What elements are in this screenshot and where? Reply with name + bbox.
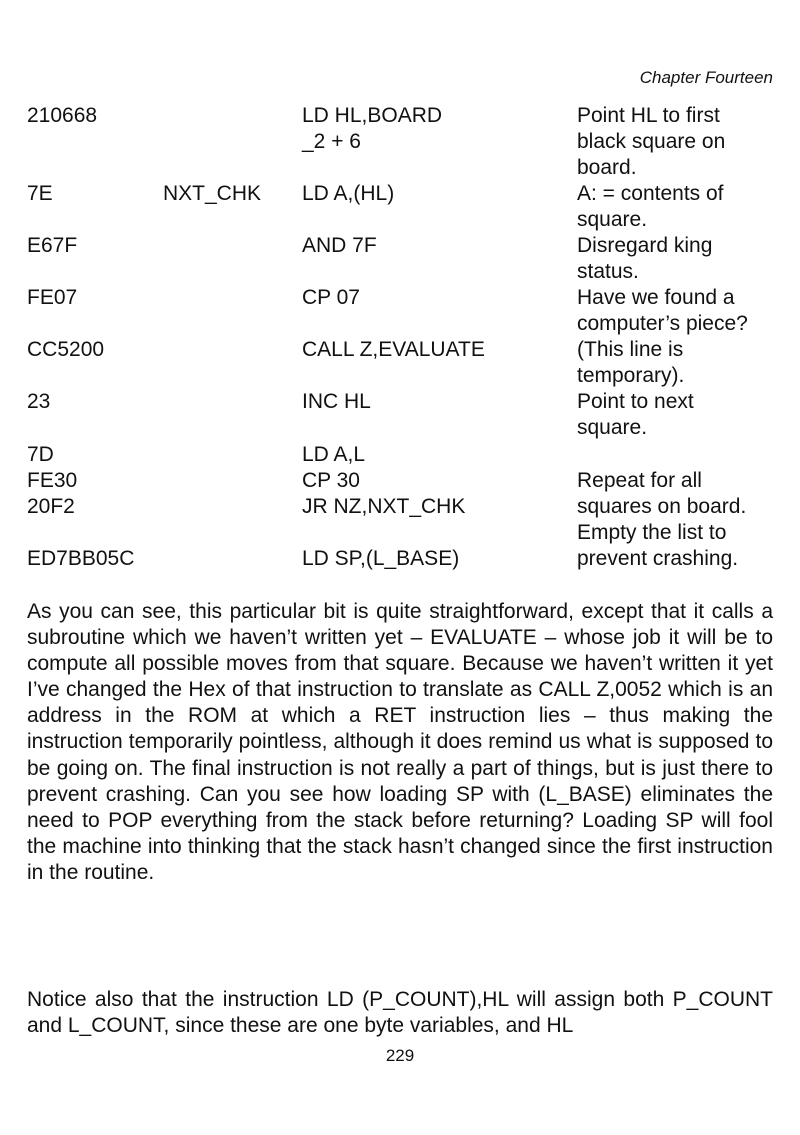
comment: (This line is temporary). — [577, 338, 685, 387]
hex-code: 7D — [27, 443, 54, 466]
label: NXT_CHK — [163, 182, 262, 205]
body-paragraph: Notice also that the instruction LD (P_COUNT),HL will assign both P_COUNT and L_COUNT, since these are one byte variables, and HL — [27, 988, 773, 1038]
hex-code: CC5200 — [27, 338, 105, 361]
hex-code: ED7BB05C — [27, 547, 135, 570]
comment: Have we found a computer’s piece? — [577, 286, 748, 335]
running-header: Chapter Fourteen — [639, 68, 773, 87]
hex-code: 210668 — [27, 104, 98, 127]
hex-code: FE30 — [27, 469, 78, 492]
mnemonic: INC HL — [302, 390, 371, 413]
mnemonic: CALL Z,EVALUATE — [302, 338, 485, 361]
mnemonic: LD A,(HL) — [302, 182, 395, 205]
mnemonic: CP 07 — [302, 286, 360, 309]
mnemonic: LD A,L — [302, 443, 366, 466]
hex-code: 20F2 — [27, 495, 75, 518]
comment: A: = contents of square. — [577, 182, 724, 231]
mnemonic: JR NZ,NXT_CHK — [302, 495, 466, 518]
hex-code: E67F — [27, 234, 78, 257]
mnemonic: CP 30 — [302, 469, 360, 492]
mnemonic: AND 7F — [302, 234, 377, 257]
mnemonic: LD SP,(L_BASE) — [302, 547, 460, 570]
hex-code: 23 — [27, 390, 51, 413]
comment: Point HL to first black square on board. — [577, 104, 726, 179]
comment: Repeat for all — [577, 469, 702, 492]
hex-code: 7E — [27, 182, 53, 205]
body-paragraph: As you can see, this particular bit is quite straightforward, except that it calls a subroutine which we haven’t written yet – EVALUATE – whose job it will be to compute all possible moves from that square. Because we haven’t written it yet I’ve changed the Hex of that instruction to translate as CALL Z,0052 which is an address in the ROM at which a RET instruction lies – thus making the instruction temporarily pointless, although it does remind us what is supposed to be going on. The final instruction is not really a part of things, but is just there to prevent crashing. Can you see how loading SP with (L_BASE) eliminates the need to POP everything from the stack before returning? Loading SP will fool the machine into thinking that the stack hasn’t changed since the first instruction in the routine. — [27, 600, 773, 884]
mnemonic: LD HL,BOARD _2 + 6 — [302, 104, 443, 153]
comment: Empty the list to — [577, 521, 727, 544]
hex-code: FE07 — [27, 286, 78, 309]
page-number: 229 — [385, 1046, 415, 1065]
comment: Disregard king status. — [577, 234, 713, 283]
comment: Point to next square. — [577, 390, 694, 439]
comment: squares on board. — [577, 495, 747, 518]
comment: prevent crashing. — [577, 547, 739, 570]
